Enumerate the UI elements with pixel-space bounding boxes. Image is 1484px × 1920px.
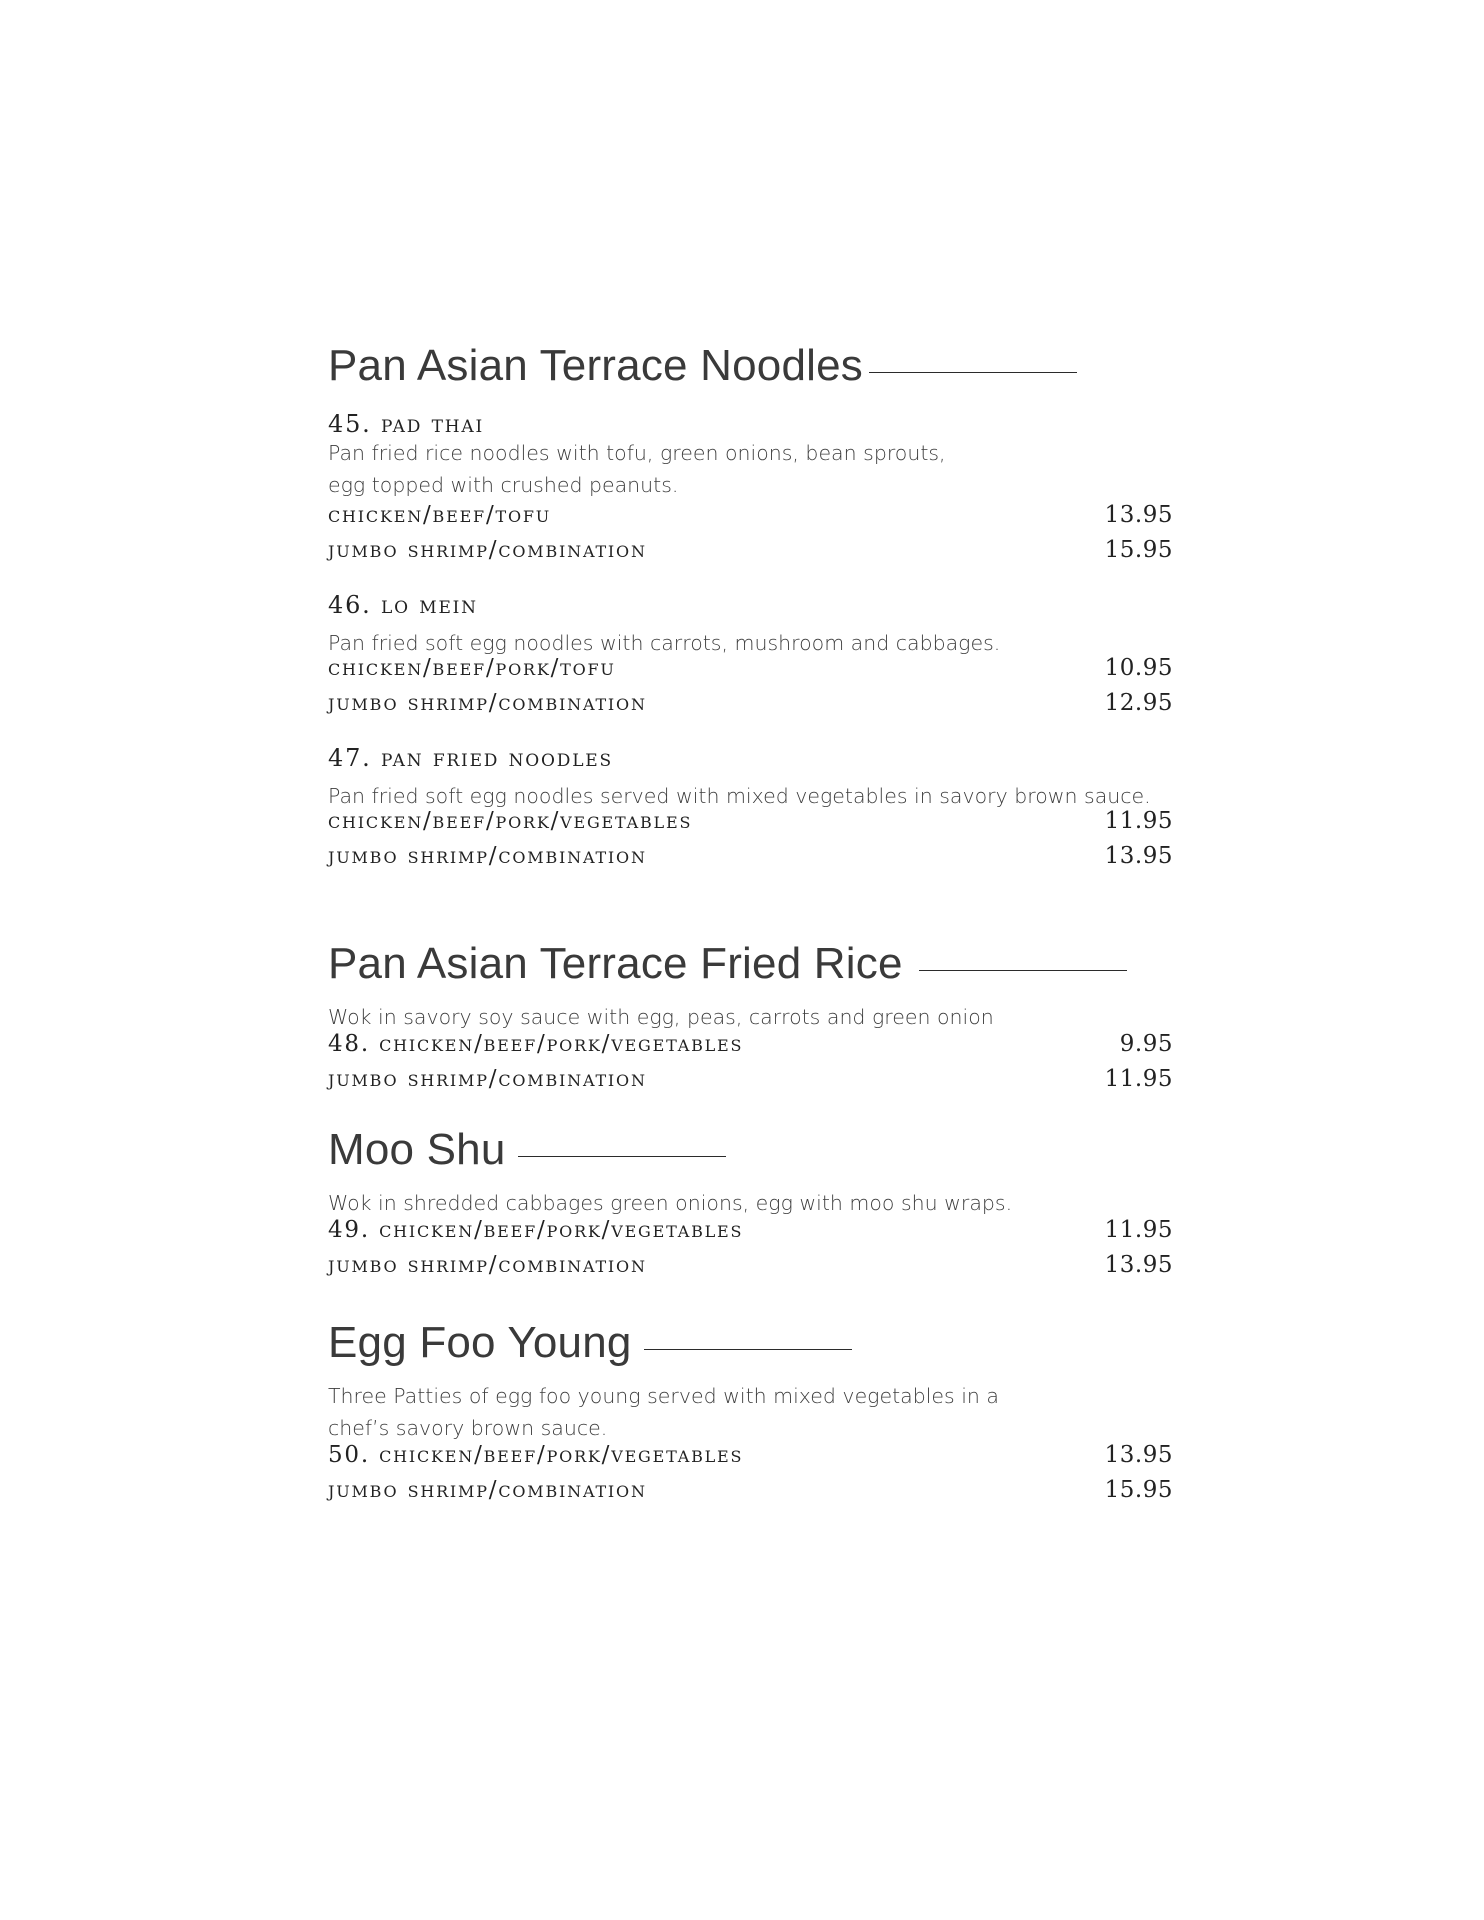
item-desc-pad-thai-2: egg topped with crushed peanuts. [328, 473, 679, 497]
menu-option-row [328, 1252, 1173, 1282]
option-label: 49. chicken/beef/pork/vegetables [328, 1217, 744, 1243]
option-label: chicken/beef/tofu [328, 502, 552, 528]
item-name-pad-thai: 45. pad thai [328, 410, 484, 438]
option-price: 10.95 [1104, 655, 1173, 681]
option-price: 9.95 [1119, 1031, 1173, 1057]
menu-option-row [328, 537, 1173, 567]
title-rule [644, 1349, 852, 1350]
section-title-noodles-text: Pan Asian Terrace Noodles [328, 341, 863, 390]
option-label: jumbo shrimp/combination [328, 1066, 647, 1092]
menu-option-row [328, 1217, 1173, 1247]
title-rule [869, 372, 1077, 373]
option-label: chicken/beef/pork/vegetables [328, 808, 693, 834]
option-price: 11.95 [1104, 1066, 1173, 1092]
section-title-fried-rice-text: Pan Asian Terrace Fried Rice [328, 939, 903, 988]
item-desc-pad-thai-1: Pan fried rice noodles with tofu, green onions, bean sprouts, [328, 441, 946, 465]
item-desc-lo-mein: Pan fried soft egg noodles with carrots, mushroom and cabbages. [328, 631, 1001, 655]
menu-option-row [328, 808, 1173, 838]
option-price: 15.95 [1104, 1477, 1173, 1503]
option-label: jumbo shrimp/combination [328, 1252, 647, 1278]
option-price: 13.95 [1104, 1442, 1173, 1468]
section-desc-egg-foo-young-1: Three Patties of egg foo young served with mixed vegetables in a [328, 1384, 999, 1408]
option-price: 11.95 [1104, 808, 1173, 834]
section-title-fried-rice [328, 939, 1127, 988]
menu-option-row [328, 1442, 1173, 1472]
option-price: 13.95 [1104, 1252, 1173, 1278]
option-label: jumbo shrimp/combination [328, 1477, 647, 1503]
menu-option-row [328, 502, 1173, 532]
section-desc-fried-rice: Wok in savory soy sauce with egg, peas, carrots and green onion [328, 1005, 994, 1029]
menu-option-row [328, 843, 1173, 873]
section-desc-egg-foo-young-2: chef’s savory brown sauce. [328, 1416, 608, 1440]
section-desc-moo-shu: Wok in shredded cabbages green onions, egg with moo shu wraps. [328, 1191, 1013, 1215]
option-price: 13.95 [1104, 502, 1173, 528]
option-label: jumbo shrimp/combination [328, 843, 647, 869]
option-label: jumbo shrimp/combination [328, 537, 647, 563]
section-title-moo-shu [328, 1125, 726, 1174]
section-title-egg-foo-young [328, 1318, 852, 1367]
option-label: 50. chicken/beef/pork/vegetables [328, 1442, 744, 1468]
menu-option-row [328, 690, 1173, 720]
item-desc-pan-fried-noodles: Pan fried soft egg noodles served with mixed vegetables in savory brown sauce. [328, 784, 1151, 808]
option-price: 12.95 [1104, 690, 1173, 716]
option-label: jumbo shrimp/combination [328, 690, 647, 716]
option-price: 15.95 [1104, 537, 1173, 563]
option-price: 13.95 [1104, 843, 1173, 869]
title-rule [919, 970, 1127, 971]
item-name-pan-fried-noodles: 47. pan fried noodles [328, 744, 613, 772]
option-label: chicken/beef/pork/tofu [328, 655, 616, 681]
section-title-noodles [328, 341, 1077, 390]
menu-option-row [328, 1477, 1173, 1507]
title-rule [518, 1156, 726, 1157]
section-title-moo-shu-text: Moo Shu [328, 1125, 506, 1174]
menu-option-row [328, 1031, 1173, 1061]
option-label: 48. chicken/beef/pork/vegetables [328, 1031, 744, 1057]
menu-option-row [328, 655, 1173, 685]
option-price: 11.95 [1104, 1217, 1173, 1243]
menu-option-row [328, 1066, 1173, 1096]
section-title-egg-foo-young-text: Egg Foo Young [328, 1318, 632, 1367]
item-name-lo-mein: 46. lo mein [328, 591, 478, 619]
